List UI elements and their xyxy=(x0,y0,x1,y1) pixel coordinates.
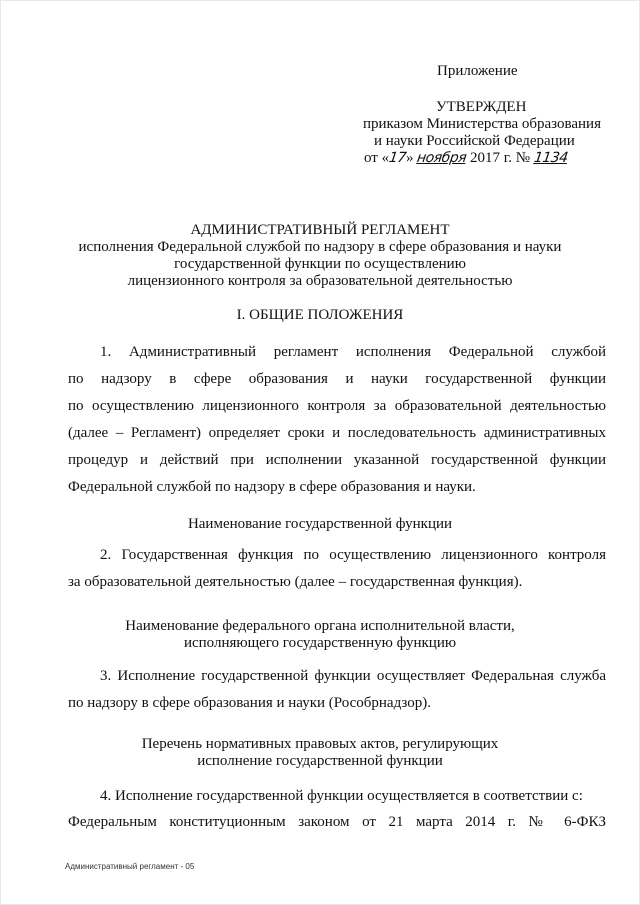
paragraph-4-line-2: Федеральным конституционным законом от 21 марта 2014 г. № 6-ФКЗ xyxy=(68,814,606,830)
order-line-1: приказом Министерства образования xyxy=(363,116,601,132)
document-subtitle-2: государственной функции по осуществлению xyxy=(174,256,466,272)
order-line-2: и науки Российской Федерации xyxy=(374,133,575,149)
page-footer: Административный регламент - 05 xyxy=(65,862,195,871)
section-title: I. ОБЩИЕ ПОЛОЖЕНИЯ xyxy=(236,307,404,323)
heading-function-name: Наименование государственной функции xyxy=(187,516,453,532)
heading-legal-acts-2: исполнение государственной функции xyxy=(197,753,443,769)
heading-legal-acts-1: Перечень нормативных правовых актов, регулирующих xyxy=(141,736,499,752)
handwritten-day: 17 xyxy=(387,150,408,166)
appendix-label: Приложение xyxy=(437,63,518,79)
heading-executive-body-1: Наименование федерального органа исполнительной власти, xyxy=(125,618,515,634)
paragraph-1-line-5: процедур и действий при исполнении указанной государственной функции xyxy=(68,452,606,468)
paragraph-1-line-4: (далее – Регламент) определяет сроки и последовательность административных xyxy=(68,425,606,441)
handwritten-order-number: 1134 xyxy=(532,150,569,166)
document-subtitle-3: лицензионного контроля за образовательной деятельностью xyxy=(127,273,513,289)
heading-executive-body-2: исполняющего государственную функцию xyxy=(183,635,457,651)
date-year: 2017 г. № xyxy=(466,150,534,166)
paragraph-1-line-2: по надзору в сфере образования и науки государственной функции xyxy=(68,371,606,387)
paragraph-1-line-3: по осуществлению лицензионного контроля за образовательной деятельностью xyxy=(68,398,606,414)
date-prefix: от « xyxy=(364,150,390,166)
document-subtitle-1: исполнения Федеральной службой по надзору в сфере образования и науки xyxy=(78,239,562,255)
date-separator: » xyxy=(405,150,418,166)
paragraph-4-line-1: 4. Исполнение государственной функции осуществляется в соответствии с: xyxy=(100,788,583,804)
paragraph-1-line-6: Федеральной службой по надзору в сфере образования и науки. xyxy=(68,479,476,495)
order-date-line xyxy=(364,149,567,167)
approved-label: УТВЕРЖДЕН xyxy=(436,99,527,115)
paragraph-2-line-1: 2. Государственная функция по осуществлению лицензионного контроля xyxy=(100,547,606,563)
handwritten-month: ноября xyxy=(416,150,468,166)
paragraph-3-line-1: 3. Исполнение государственной функции осуществляет Федеральная служба xyxy=(100,668,606,684)
document-title: АДМИНИСТРАТИВНЫЙ РЕГЛАМЕНТ xyxy=(190,222,450,238)
paragraph-3-line-2: по надзору в сфере образования и науки (Рособрнадзор). xyxy=(68,695,431,711)
paragraph-2-line-2: за образовательной деятельностью (далее – государственная функция). xyxy=(68,574,523,590)
paragraph-1-line-1: 1. Административный регламент исполнения Федеральной службой xyxy=(100,344,606,360)
